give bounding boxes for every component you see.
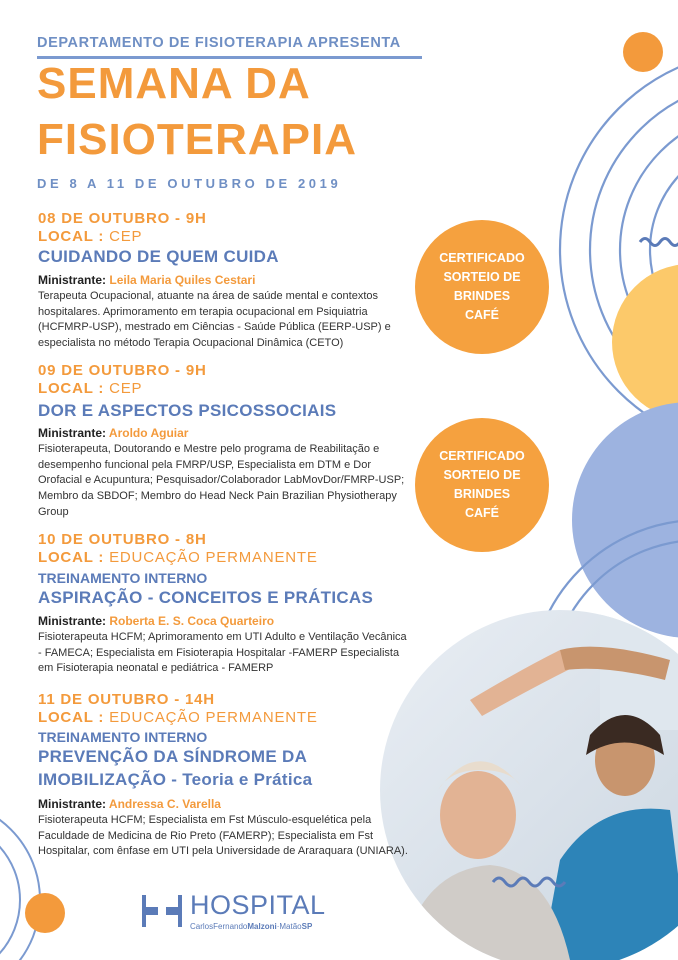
local-label: LOCAL : xyxy=(38,228,105,245)
event-1-local xyxy=(38,228,142,245)
ministrante-label: Ministrante: xyxy=(38,426,107,440)
ministrante-name: Leila Maria Quiles Cestari xyxy=(109,273,256,287)
event-1-title: CUIDANDO DE QUEM CUIDA xyxy=(38,247,279,266)
logo-sub-part: SP xyxy=(301,922,313,931)
badge-line: BRINDES xyxy=(453,487,511,501)
yellow-circle xyxy=(612,264,678,420)
event-1-bio: Terapeuta Ocupacional, atuante na área de saúde mental e contextos hospitalares. Aprimoramento em terapia ocupacional em Psiquiatria (HCFMRP-USP), mestrado em Ciências - Saúde Pública (EERP-USP) e especialista no método Terapia Ocupacional Dinâmica (CETO) xyxy=(38,290,391,350)
local-label: LOCAL : xyxy=(38,549,105,566)
ministrante-name: Andressa C. Varella xyxy=(108,797,221,811)
hospital-logo-icon xyxy=(140,891,184,931)
logo-sub-part: Carlos xyxy=(190,922,214,931)
event-4-subtitle: TREINAMENTO INTERNO xyxy=(38,729,208,745)
event-4-bio: Fisioterapeuta HCFM; Especialista em Fst Músculo-esquelética pela Faculdade de Medicina de Rio Preto (FAMERP); Especialista em Fst Hospitalar, com ênfase em UTI pela Universidade de Araraquara (UNIARA). xyxy=(38,814,408,858)
event-3-subtitle: TREINAMENTO INTERNO xyxy=(38,570,208,586)
badge-line: SORTEIO DE xyxy=(443,270,521,284)
hospital-logo-subtitle: CarlosFernandoMalzoni·MatãoSP xyxy=(190,922,313,931)
logo-sub-part: Fernando xyxy=(213,922,248,931)
ministrante-label: Ministrante: xyxy=(38,797,107,811)
badge-line: SORTEIO DE xyxy=(443,468,521,482)
event-4-local xyxy=(38,709,318,726)
local-value: CEP xyxy=(109,380,143,397)
orange-dot-bottom xyxy=(25,893,65,933)
left-rings xyxy=(0,800,40,960)
event-2-bio: Fisioterapeuta, Doutorando e Mestre pelo programa de Reabilitação e desempenho funcional pela FMRP/USP, Especialista em DTM e Dor Orofacial e Acupuntura; Pesquisador/Colaborador LabMovDor/FMRP-USP; Membro da SBDOF; Membro do Head Neck Pain Brazilian Physiotherapy Group xyxy=(38,443,405,518)
hospital-logo-name: HOSPITAL xyxy=(190,890,326,920)
orange-dot-top xyxy=(623,32,663,72)
logo-sub-part: Malzoni xyxy=(247,922,277,931)
event-1-ministrante xyxy=(38,273,255,287)
event-3-ministrante xyxy=(38,614,274,628)
wave-decoration xyxy=(640,239,678,246)
local-value: CEP xyxy=(109,228,143,245)
exercise-photo xyxy=(380,610,678,960)
local-value: EDUCAÇÃO PERMANENTE xyxy=(109,549,318,566)
badge-line: CERTIFICADO xyxy=(439,251,525,265)
event-3-title: ASPIRAÇÃO - CONCEITOS E PRÁTICAS xyxy=(38,588,374,607)
event-2-ministrante xyxy=(38,426,188,440)
title-line-2: FISIOTERAPIA xyxy=(37,115,358,164)
event-3-local xyxy=(38,549,318,566)
event-2-title: DOR E ASPECTOS PSICOSSOCIAIS xyxy=(38,401,337,420)
event-1-date: 08 DE OUTUBRO - 9H xyxy=(38,210,207,227)
ministrante-label: Ministrante: xyxy=(38,273,107,287)
ministrante-name: Aroldo Aguiar xyxy=(108,426,189,440)
department-heading: DEPARTAMENTO DE FISIOTERAPIA APRESENTA xyxy=(37,35,401,51)
benefits-badge-2 xyxy=(415,418,549,552)
event-2-date: 09 DE OUTUBRO - 9H xyxy=(38,362,207,379)
event-dates: DE 8 A 11 DE OUTUBRO DE 2019 xyxy=(37,176,342,191)
event-4-date: 11 DE OUTUBRO - 14H xyxy=(38,691,215,708)
ministrante-label: Ministrante: xyxy=(38,614,107,628)
event-4-title-line-2: IMOBILIZAÇÃO - Teoria e Prática xyxy=(38,770,313,789)
local-value: EDUCAÇÃO PERMANENTE xyxy=(109,709,318,726)
event-3-date: 10 DE OUTUBRO - 8H xyxy=(38,531,207,548)
local-label: LOCAL : xyxy=(38,380,105,397)
local-label: LOCAL : xyxy=(38,709,105,726)
badge-line: BRINDES xyxy=(453,289,511,303)
title-line-1: SEMANA DA xyxy=(37,59,311,108)
logo-sub-part: Matão xyxy=(279,922,302,931)
event-2-local xyxy=(38,380,142,397)
benefits-badge-1 xyxy=(415,220,549,354)
event-4-ministrante xyxy=(38,797,221,811)
event-3-bio: Fisioterapeuta HCFM; Aprimoramento em UTI Adulto e Ventilação Vecânica - FAMECA; Especialista em Fisioterapia Hospitalar -FAMERP Especialista em Fisioterapia neonatal e pediátrica - FAMERP xyxy=(38,631,407,675)
blue-circle xyxy=(572,402,678,638)
event-4-title-line-1: PREVENÇÃO DA SÍNDROME DA xyxy=(38,747,308,766)
badge-line: CAFÉ xyxy=(464,506,500,520)
badge-line: CERTIFICADO xyxy=(439,449,525,463)
badge-line: CAFÉ xyxy=(464,308,500,322)
ministrante-name: Roberta E. S. Coca Quarteiro xyxy=(109,614,275,628)
